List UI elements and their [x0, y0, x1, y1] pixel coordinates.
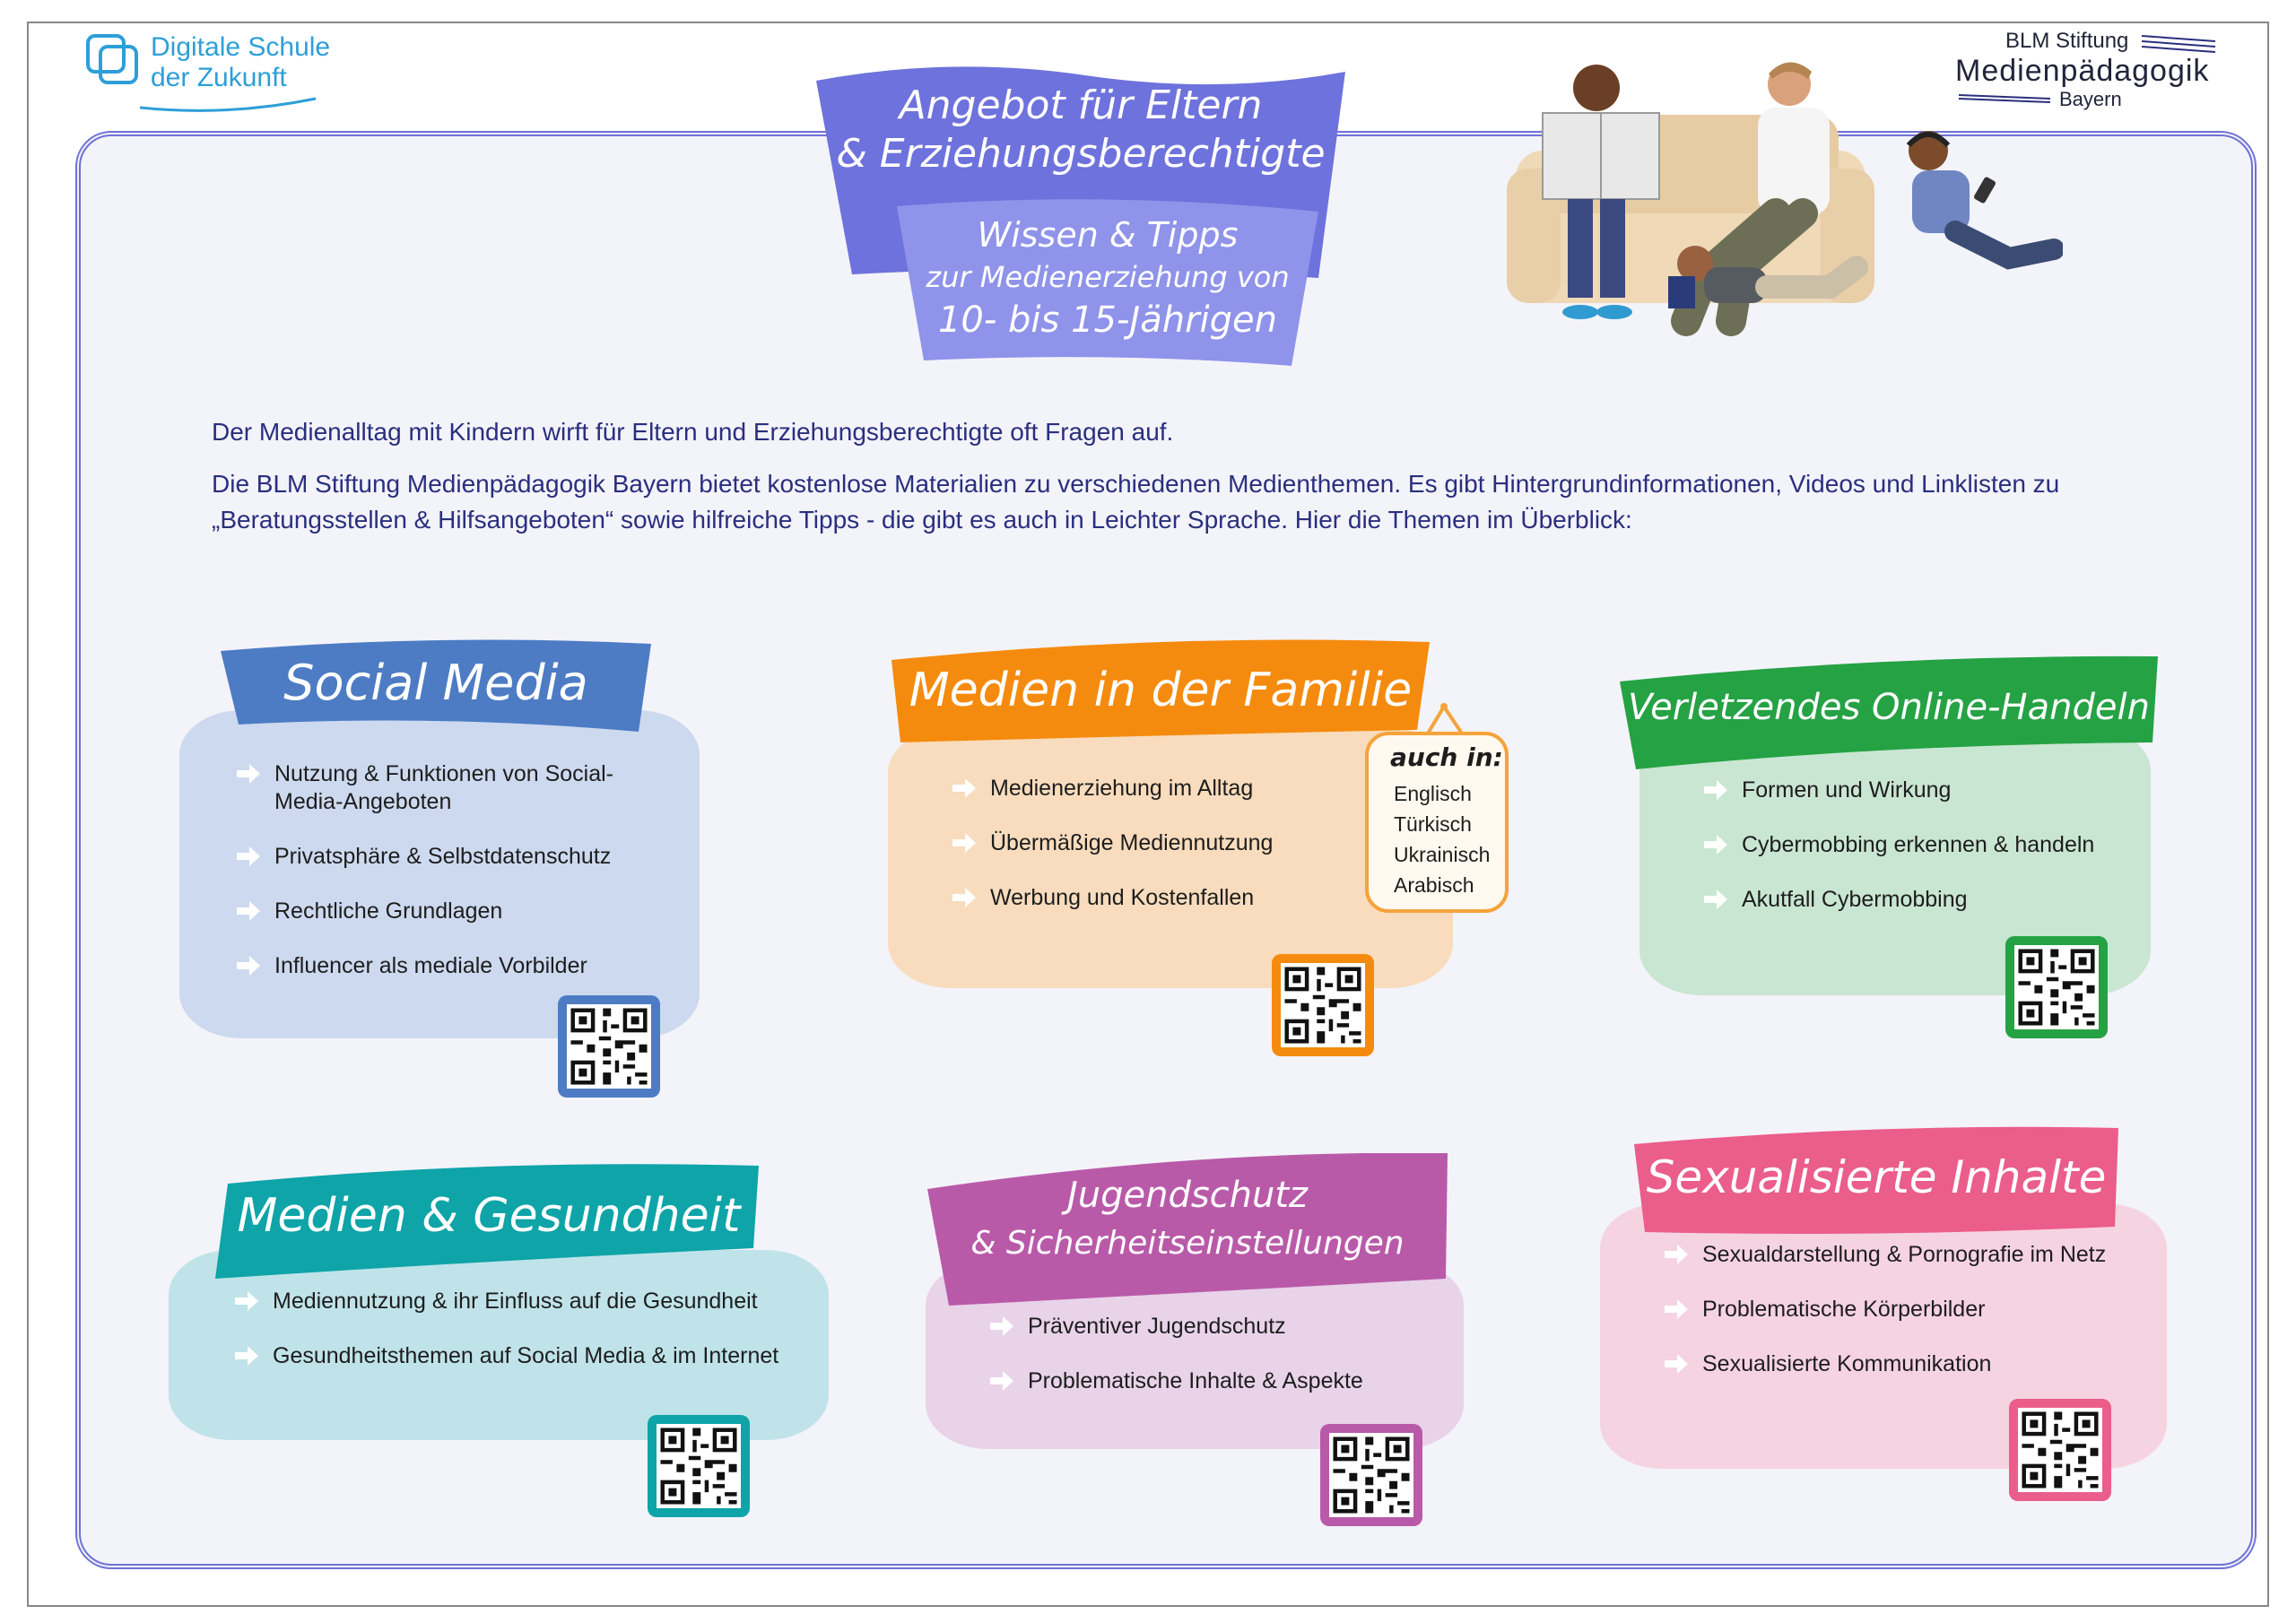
list-item[interactable]: [235, 952, 665, 980]
list-item-label: Präventiver Jugendschutz: [1028, 1314, 1286, 1339]
card-online-handeln: [1614, 655, 2170, 1049]
list-item-label: Mediennutzung & ihr Einfluss auf die Gesundheit: [273, 1289, 758, 1314]
list-item-label: Problematische Körperbilder: [1702, 1297, 1986, 1322]
list-item[interactable]: [233, 1342, 807, 1370]
sub-title-line2: zur Medienerziehung von: [926, 260, 1290, 294]
list-item-label: Übermäßige Mediennutzung: [990, 830, 1274, 855]
intro-paragraph-2: Die BLM Stiftung Medienpädagogik Bayern bietet kostenlose Materialien zu verschiedenen Medienthemen. Es gibt Hintergrundinformationen, Videos und Linklisten zu „Beratungsstellen & Hilfsangeboten“ sowie hilfreiche Tipps - die gibt es auch in Leichter Sprache. Hier die Themen im Überblick:: [212, 470, 2060, 534]
list-item-label: Formen und Wirkung: [1742, 777, 1952, 803]
qr-code-icon: [1329, 1433, 1413, 1517]
list-item-label: Rechtliche Grundlagen: [274, 898, 503, 924]
list-item[interactable]: [988, 1367, 1437, 1395]
blm-name-line1: BLM Stiftung: [2005, 29, 2129, 53]
header-title-line1: Angebot für Eltern: [899, 82, 1263, 128]
list-item-label: Sexualdarstellung & Pornografie im Netz: [1702, 1242, 2107, 1267]
header-sub-banner: [897, 195, 1318, 366]
qr-code-social-media[interactable]: [558, 995, 660, 1098]
arrow-right-icon: [233, 1344, 260, 1367]
qr-code-sexualisierte-inhalte[interactable]: [2009, 1399, 2111, 1501]
blm-name-line3: Bayern: [2059, 88, 2122, 110]
qr-code-online-handeln[interactable]: [2005, 936, 2108, 1038]
language-item[interactable]: Arabisch: [1394, 873, 1474, 897]
list-item[interactable]: [1702, 886, 2115, 914]
list-item[interactable]: [1702, 831, 2115, 859]
list-item[interactable]: [1663, 1241, 2147, 1269]
language-box-heading: auch in:: [1390, 742, 1503, 772]
card-social-media-list: [235, 760, 665, 1007]
qr-code-icon: [567, 1004, 651, 1089]
dsz-swoosh-icon: [138, 97, 317, 115]
list-item[interactable]: [235, 843, 665, 871]
card-social-media-title: Social Media: [283, 655, 588, 711]
tag-hanger-icon: [1422, 701, 1467, 737]
family-illustration: [1507, 52, 2063, 357]
arrow-right-icon: [951, 831, 978, 855]
arrow-right-icon: [951, 886, 978, 909]
intro-paragraph-1: Der Medienalltag mit Kindern wirft für Eltern und Erziehungsberechtigte oft Fragen auf.: [212, 418, 1174, 446]
qr-code-medien-gesundheit[interactable]: [648, 1415, 750, 1517]
language-item[interactable]: Ukrainisch: [1394, 843, 1491, 866]
blm-lines-icon: [2140, 32, 2217, 54]
card-medien-gesundheit: [167, 1162, 831, 1521]
logo-digitale-schule[interactable]: [84, 27, 335, 117]
arrow-right-icon: [233, 1289, 260, 1313]
card-sexualisierte-inhalte: [1596, 1126, 2170, 1521]
list-item[interactable]: [988, 1313, 1437, 1341]
list-item[interactable]: [951, 775, 1345, 803]
list-item[interactable]: [1702, 777, 2115, 804]
list-item-label: Akutfall Cybermobbing: [1742, 887, 1968, 912]
sub-title-line3: 10- bis 15-Jährigen: [937, 299, 1277, 341]
qr-code-icon: [657, 1424, 741, 1508]
card-online-handeln-title: Verletzendes Online-Handeln: [1628, 687, 2150, 728]
header-title-line2: & Erziehungsberechtigte: [836, 131, 1326, 177]
card-sexualisierte-inhalte-list: [1663, 1241, 2147, 1405]
dsz-name-line2: der Zukunft: [151, 63, 287, 92]
card-online-handeln-list: [1702, 777, 2115, 941]
list-item-label: Gesundheitsthemen auf Social Media & im Internet: [273, 1343, 779, 1368]
list-item-label: Influencer als mediale Vorbilder: [274, 953, 587, 978]
list-item-label: Privatsphäre & Selbstdatenschutz: [274, 844, 612, 869]
list-item-label: Nutzung & Funktionen von Social-Media-Angeboten: [274, 761, 613, 814]
list-item[interactable]: [233, 1288, 807, 1315]
card-medien-familie-list: [951, 775, 1345, 939]
list-item-label: Cybermobbing erkennen & handeln: [1742, 832, 2095, 857]
card-jugendschutz-title-line2: & Sicherheitseinstellungen: [970, 1225, 1405, 1262]
list-item-label: Problematische Inhalte & Aspekte: [1028, 1368, 1363, 1393]
card-sexualisierte-inhalte-title: Sexualisierte Inhalte: [1646, 1151, 2107, 1203]
list-item[interactable]: [951, 829, 1345, 857]
arrow-right-icon: [988, 1369, 1015, 1393]
language-box: [1365, 732, 1509, 913]
language-item[interactable]: Türkisch: [1394, 812, 1472, 836]
arrow-right-icon: [1702, 888, 1729, 911]
list-item[interactable]: [951, 884, 1345, 912]
card-medien-gesundheit-title: Medien & Gesundheit: [237, 1189, 741, 1243]
sub-title-line1: Wissen & Tipps: [977, 215, 1239, 255]
list-item[interactable]: [235, 760, 665, 816]
arrow-right-icon: [1663, 1298, 1690, 1321]
blm-name-line2: Medienpädagogik: [1955, 54, 2210, 88]
list-item-label: Werbung und Kostenfallen: [990, 885, 1255, 910]
card-jugendschutz: [924, 1153, 1471, 1530]
dsz-name-line1: Digitale Schule: [151, 32, 331, 62]
card-jugendschutz-list: [988, 1313, 1437, 1422]
list-item[interactable]: [1663, 1296, 2147, 1324]
card-jugendschutz-title-line1: Jugendschutz: [1066, 1175, 1309, 1216]
arrow-right-icon: [235, 899, 262, 923]
list-item[interactable]: [1663, 1350, 2147, 1378]
arrow-right-icon: [1663, 1243, 1690, 1266]
qr-code-icon: [1281, 963, 1365, 1047]
list-item[interactable]: [235, 898, 665, 925]
qr-code-icon: [2014, 945, 2099, 1029]
arrow-right-icon: [235, 845, 262, 868]
qr-code-medien-familie[interactable]: [1272, 954, 1374, 1056]
qr-code-icon: [2018, 1408, 2102, 1492]
arrow-right-icon: [988, 1315, 1015, 1338]
list-item-label: Sexualisierte Kommunikation: [1702, 1351, 1992, 1376]
arrow-right-icon: [1663, 1352, 1690, 1376]
arrow-right-icon: [235, 762, 262, 785]
card-medien-familie-title: Medien in der Familie: [909, 664, 1413, 717]
arrow-right-icon: [1702, 778, 1729, 802]
card-medien-gesundheit-list: [233, 1288, 807, 1397]
arrow-right-icon: [1702, 833, 1729, 856]
qr-code-jugendschutz[interactable]: [1320, 1424, 1422, 1526]
list-item-label: Medienerziehung im Alltag: [990, 776, 1254, 801]
arrow-right-icon: [951, 777, 978, 800]
card-social-media: [176, 638, 714, 1105]
arrow-right-icon: [235, 954, 262, 977]
language-item[interactable]: Englisch: [1394, 782, 1472, 805]
dsz-logo-icon: [84, 32, 142, 90]
